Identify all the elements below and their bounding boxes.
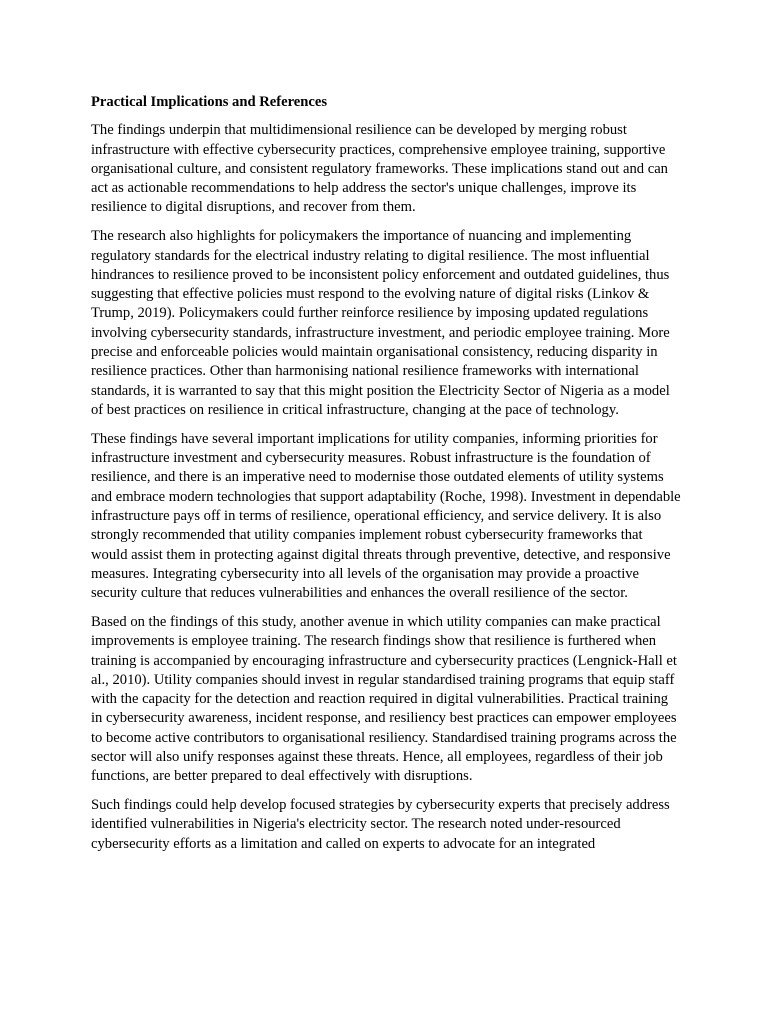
paragraph-employee-training: Based on the findings of this study, another avenue in which utility companies can make practical improvements is employee training. The research findings show that resilience is furthered when training is accompanied by encouraging infrastructure and cybersecurity practices (Lengnick-Hall et al., 2010). Utility companies should invest in regular standardised training programs that equip staff with the capacity for the detection and reaction required in digital vulnerabilities. Practical training in cybersecurity awareness, incident response, and resiliency best practices can empower employees to become active contributors to organisational resiliency. Standardised training programs across the sector will also unify responses against these threats. Hence, all employees, regardless of their job functions, are better prepared to deal effectively with disruptions. <box>91 613 677 785</box>
section-heading: Practical Implications and References <box>91 94 328 110</box>
paragraph-cybersecurity-experts: Such findings could help develop focused strategies by cybersecurity experts that precisely address identified vulnerabilities in Nigeria's electricity sector. The research noted under-resourced cybersecurity efforts as a limitation and called on experts to advocate for an integrated <box>91 797 670 852</box>
paragraph-utility-companies: These findings have several important implications for utility companies, informing priorities for infrastructure investment and cybersecurity measures. Robust infrastructure is the foundation of resilience, and there is an imperative need to modernise those outdated elements of utility systems and embrace modern technologies that support adaptability (Roche, 1998). Investment in dependable infrastructure pays off in terms of resilience, operational efficiency, and service delivery. It is also strongly recommended that utility companies implement robust cybersecurity frameworks that would assist them in protecting against digital threats through preventive, detective, and responsive measures. Integrating cybersecurity into all levels of the organisation may provide a proactive security culture that reduces vulnerabilities and enhances the overall resilience of the sector. <box>91 430 681 602</box>
paragraph-findings-overview: The findings underpin that multidimensional resilience can be developed by merging robust infrastructure with effective cybersecurity practices, comprehensive employee training, supportive organisational culture, and consistent regulatory frameworks. These implications stand out and can act as actionable recommendations to help address the sector's unique challenges, improve its resilience to digital disruptions, and recover from them. <box>91 122 668 216</box>
paragraph-policymakers: The research also highlights for policymakers the importance of nuancing and implementing regulatory standards for the electrical industry relating to digital resilience. The most influential hindrances to resilience proved to be inconsistent policy enforcement and outdated guidelines, thus suggesting that effective policies must respond to the evolving nature of digital risks (Linkov & Trump, 2019). Policymakers could further reinforce resilience by imposing updated regulations involving cybersecurity standards, infrastructure investment, and periodic employee training. More precise and enforceable policies would maintain organisational consistency, reducing disparity in resilience practices. Other than harmonising national resilience frameworks with international standards, it is warranted to say that this might position the Electricity Sector of Nigeria as a model of best practices on resilience in critical infrastructure, changing at the pace of technology. <box>91 228 670 418</box>
document-page <box>91 93 681 863</box>
